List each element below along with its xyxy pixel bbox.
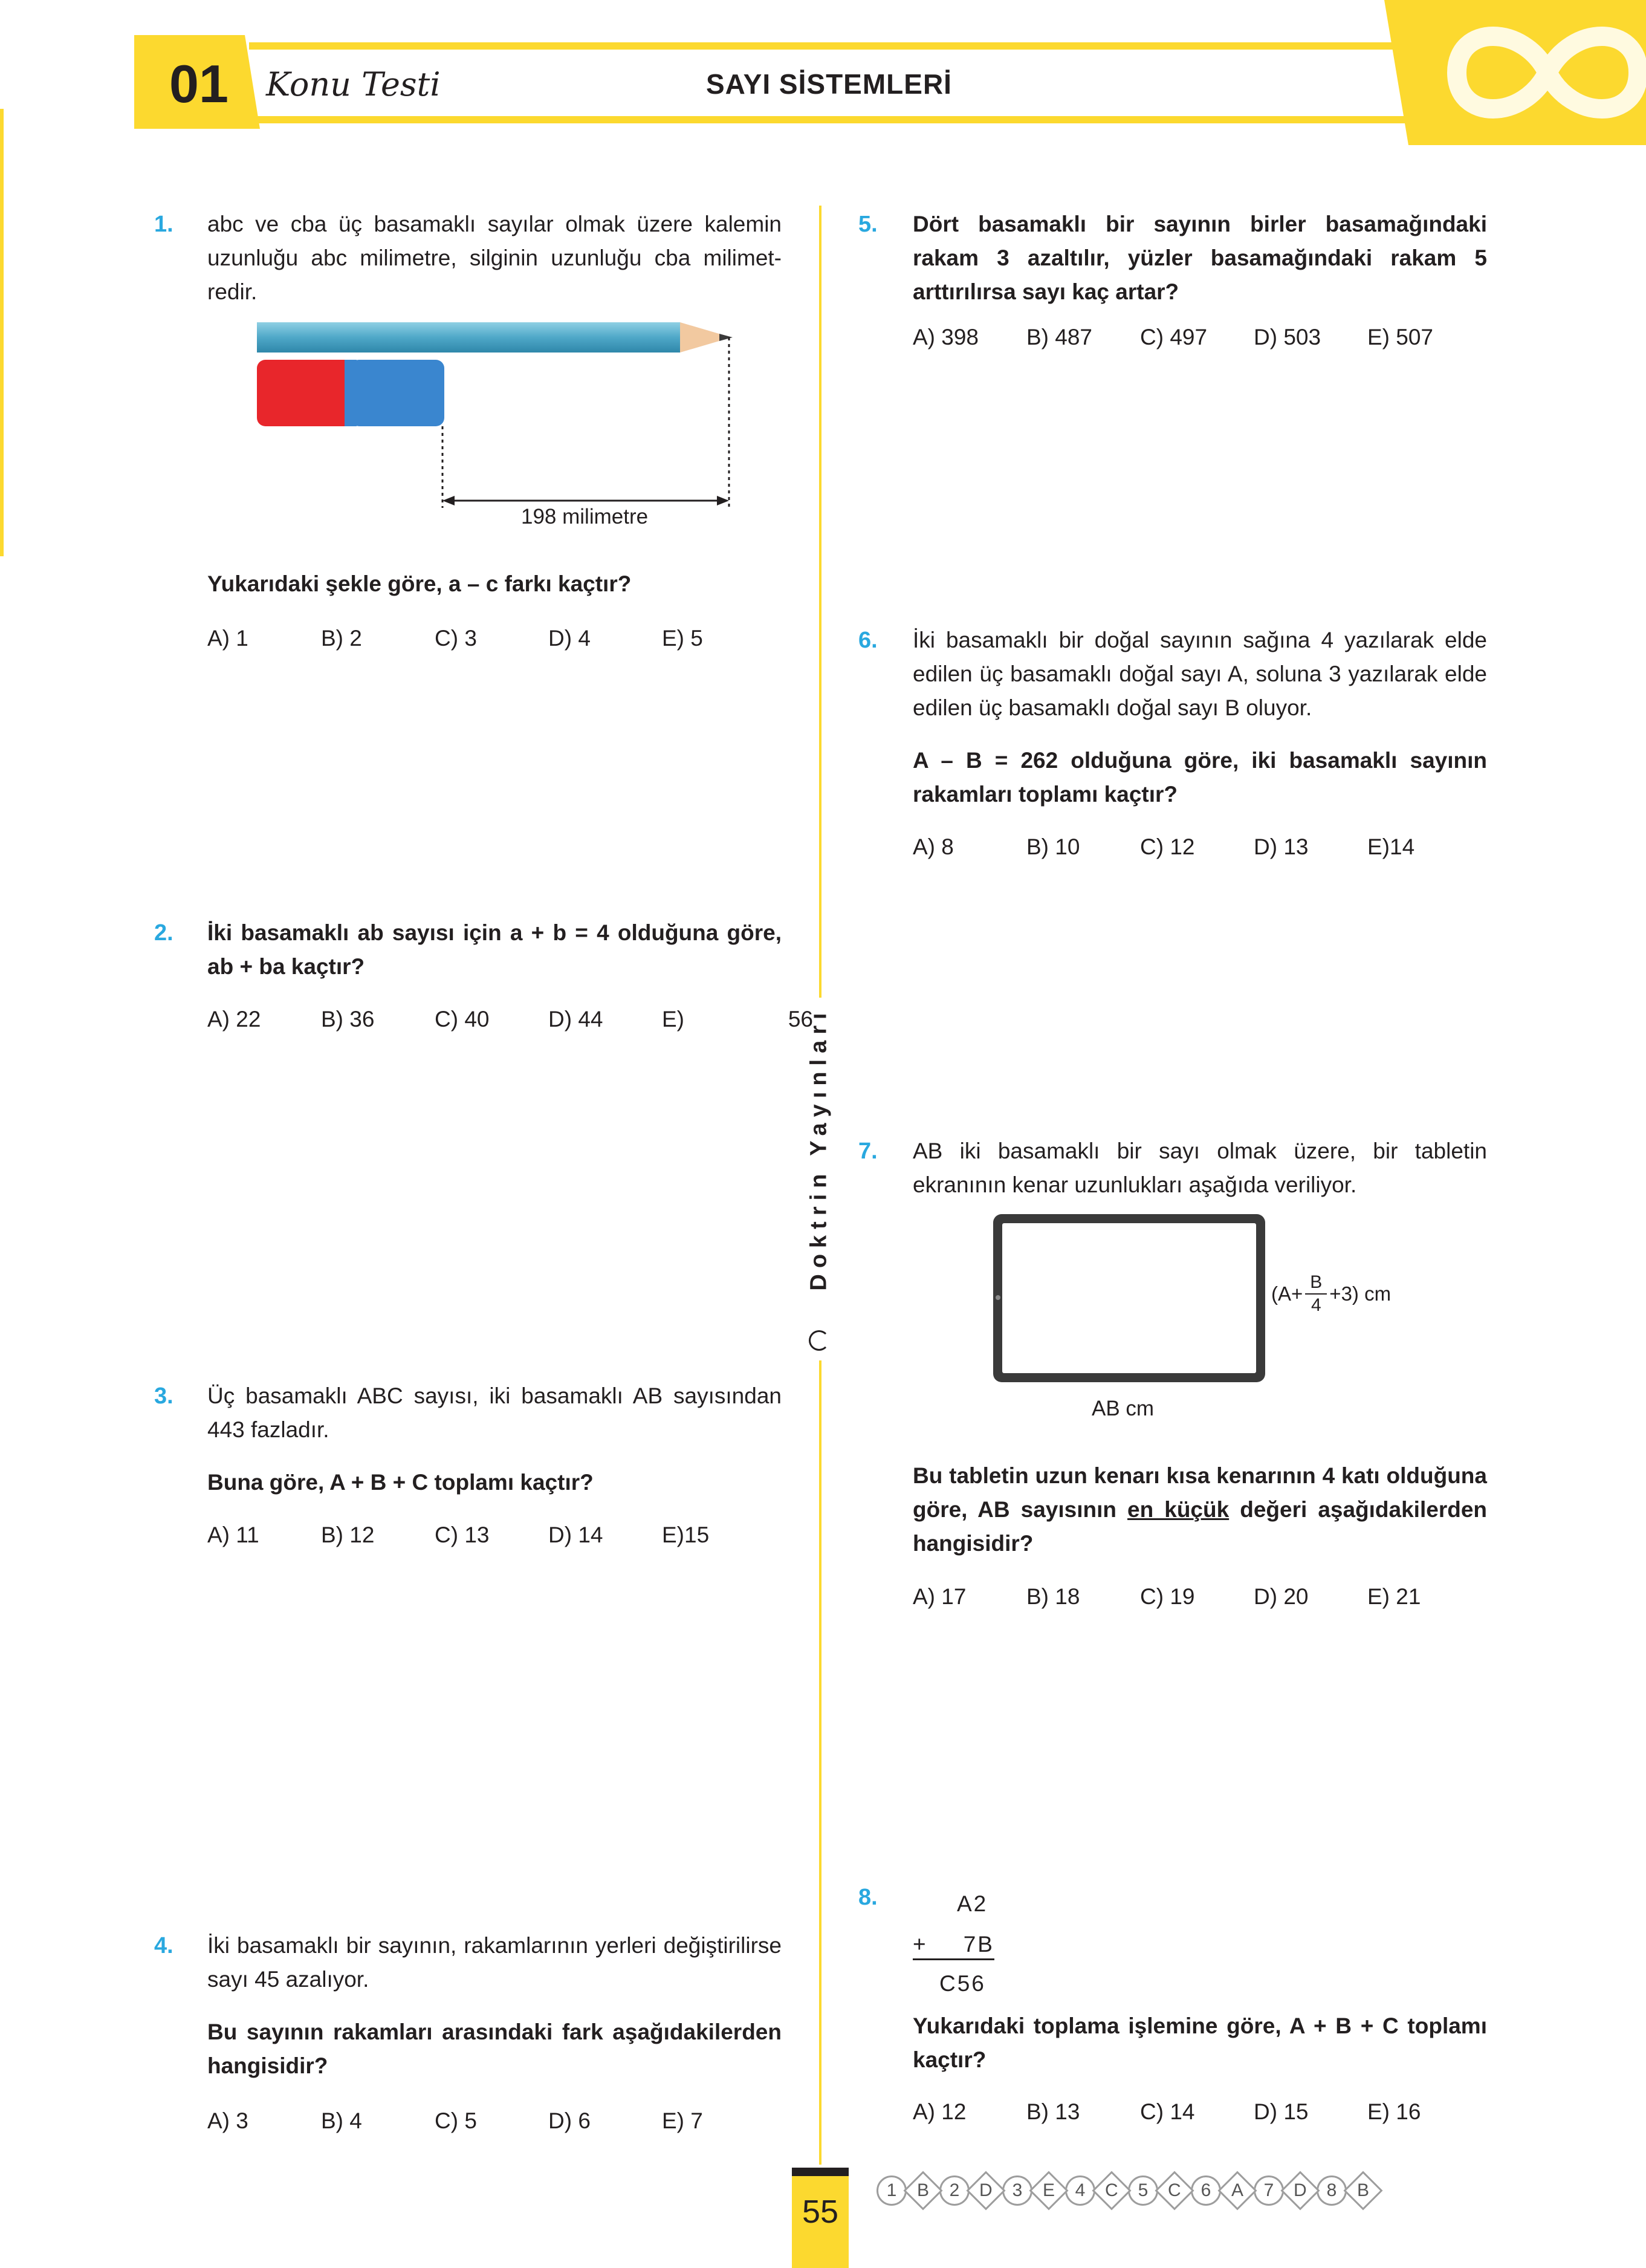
answer-choices [913, 1584, 1481, 1610]
choice-e-value: 56 [788, 1007, 813, 1032]
key-answer: C [1155, 2171, 1194, 2210]
left-edge-stripe [0, 109, 4, 556]
choice-a[interactable]: A) 17 [913, 1584, 967, 1609]
infinity-logo [1384, 0, 1646, 145]
answer-choices [207, 1522, 776, 1548]
choice-c[interactable]: C) 40 [435, 1007, 490, 1032]
choice-d[interactable]: D) 14 [548, 1522, 603, 1547]
choice-c[interactable]: C) 14 [1140, 2099, 1195, 2124]
answer-choices [207, 626, 776, 651]
choice-e[interactable]: E) 507 [1367, 325, 1434, 349]
choice-d[interactable]: D) 4 [548, 626, 591, 651]
key-answer: B [1343, 2171, 1382, 2210]
question-prompt: Bu sayının rakamları arasındaki fark aşağıdakilerden hangisidir? [207, 2019, 782, 2078]
choice-d[interactable]: D) 503 [1254, 325, 1321, 349]
choice-b[interactable]: B) 4 [321, 2108, 362, 2133]
key-number: 5 [1128, 2175, 1158, 2206]
header-line-bottom [249, 116, 1410, 123]
answer-choices [207, 1007, 813, 1032]
choice-a[interactable]: A) 12 [913, 2099, 967, 2124]
question-prompt: Yukarıdaki toplama işlemine göre, A + B + C toplamı kaçtır? [913, 2013, 1487, 2072]
key-number: 3 [1002, 2175, 1032, 2206]
question-number: 5. [858, 212, 878, 237]
page-number: 55 [802, 2194, 839, 2230]
prompt-emphasis: en küçük [1127, 1497, 1230, 1522]
choice-c[interactable]: C) 5 [435, 2108, 477, 2133]
question-number: 1. [154, 212, 173, 237]
question-number: 8. [858, 1885, 878, 1910]
choice-e[interactable]: E)14 [1367, 834, 1415, 859]
answer-choices [913, 325, 1481, 350]
choice-b[interactable]: B) 36 [321, 1007, 375, 1032]
choice-b[interactable]: B) 18 [1026, 1584, 1080, 1609]
key-number: 6 [1191, 2175, 1221, 2206]
column-divider-top [819, 206, 821, 998]
choice-d[interactable]: D) 13 [1254, 834, 1309, 859]
answer-key [876, 2175, 1379, 2206]
fraction-numerator: B [1305, 1272, 1327, 1295]
figure-label: 198 milimetre [521, 505, 649, 528]
choice-a[interactable]: A) 398 [913, 325, 979, 349]
key-answer: B [903, 2171, 942, 2210]
question-number: 4. [154, 1933, 173, 1958]
tablet-side-label [1271, 1272, 1391, 1316]
choice-d[interactable]: D) 20 [1254, 1584, 1309, 1609]
addend-2: 7B [963, 1932, 994, 1957]
choice-b[interactable]: B) 2 [321, 626, 362, 651]
answer-choices [207, 2108, 776, 2134]
question-number: 6. [858, 628, 878, 653]
choice-e[interactable]: E) 7 [662, 2108, 703, 2133]
tablet-screen [1002, 1223, 1256, 1373]
choice-c[interactable]: C) 497 [1140, 325, 1208, 349]
choice-a[interactable]: A) 3 [207, 2108, 248, 2133]
page-number-box [792, 2168, 849, 2268]
prompt-post: değeri aşağıdakilerden hangisidir? [913, 1497, 1487, 1556]
choice-e[interactable]: E) [662, 1007, 684, 1032]
tablet-bottom-label: AB cm [1092, 1397, 1155, 1420]
key-number: 4 [1065, 2175, 1095, 2206]
answer-choices [913, 2099, 1481, 2125]
question-prompt: Buna göre, A + B + C toplamı kaçtır? [207, 1470, 594, 1495]
question-prompt: Dört basamaklı bir sayının birler basamağındaki rakam 3 azaltılır, yüzler basamağındaki rakam 5 arttırılırsa sayı kaç artar? [913, 212, 1487, 304]
key-number: 1 [876, 2175, 907, 2206]
header-number: 01 [169, 54, 228, 114]
key-number: 7 [1254, 2175, 1284, 2206]
plus-sign: + [913, 1932, 928, 1957]
question-text: İki basamaklı bir doğal sayının sağına 4 yazılarak elde edilen üç basamaklı doğal sayı A, soluna 3 yazılarak elde edilen üç basamaklı doğal sayı B oluyor. [913, 628, 1487, 720]
header-line-top [249, 42, 1410, 50]
question-number: 2. [154, 920, 173, 946]
question-text: abc ve cba üç basamaklı sayılar olmak üzere kalemin uzunluğu abc milimetre, silginin uzunluğu cba milimet-redir. [207, 212, 782, 304]
choice-b[interactable]: B) 487 [1026, 325, 1093, 349]
choice-b[interactable]: B) 12 [321, 1522, 375, 1547]
key-answer: C [1092, 2171, 1131, 2210]
question-prompt: A – B = 262 olduğuna göre, iki basamaklı sayının rakamları toplamı kaçtır? [913, 748, 1487, 807]
tablet-figure [993, 1214, 1265, 1382]
pencil-eraser-figure [254, 314, 750, 514]
choice-b[interactable]: B) 10 [1026, 834, 1080, 859]
key-number: 2 [939, 2175, 970, 2206]
key-number: 8 [1317, 2175, 1347, 2206]
page-number-bar [792, 2168, 849, 2176]
choice-b[interactable]: B) 13 [1026, 2099, 1080, 2124]
question-prompt: İki basamaklı ab sayısı için a + b = 4 olduğuna göre, ab + ba kaçtır? [207, 920, 782, 979]
question-number: 7. [858, 1139, 878, 1164]
choice-e[interactable]: E) 5 [662, 626, 703, 651]
choice-d[interactable]: D) 44 [548, 1007, 603, 1032]
question-number: 3. [154, 1383, 173, 1409]
question-text: Üç basamaklı ABC sayısı, iki basamaklı AB sayısından 443 fazladır. [207, 1383, 782, 1442]
key-answer: D [1280, 2171, 1320, 2210]
question-text: İki basamaklı bir sayının, rakamlarının yerleri değiştirilirse sayı 45 azalıyor. [207, 1933, 782, 1992]
key-answer: E [1029, 2171, 1068, 2210]
side-label-pre: (A+ [1271, 1282, 1303, 1305]
choice-c[interactable]: C) 12 [1140, 834, 1195, 859]
choice-c[interactable]: C) 19 [1140, 1584, 1195, 1609]
choice-a[interactable]: A) 22 [207, 1007, 261, 1032]
side-label-post: +3) cm [1329, 1282, 1392, 1305]
choice-c[interactable]: C) 13 [435, 1522, 490, 1547]
choice-a[interactable]: A) 8 [913, 834, 954, 859]
key-answer: D [966, 2171, 1005, 2210]
choice-a[interactable]: A) 1 [207, 626, 248, 651]
addition-line-2 [913, 1932, 994, 1960]
addition-result: C56 [939, 1971, 986, 1996]
key-answer: A [1217, 2171, 1257, 2210]
tablet-camera-icon [996, 1295, 1000, 1300]
prompt-pre: Bu tabletin uzun kenarı kısa kenarının 4 katı olduğuna göre, AB sayısının [913, 1463, 1487, 1522]
choice-d[interactable]: D) 6 [548, 2108, 591, 2133]
answer-choices [913, 834, 1481, 860]
choice-d[interactable]: D) 15 [1254, 2099, 1309, 2124]
publisher-logo-icon [809, 1330, 829, 1351]
side-publisher-label: Doktrin Yayınları [806, 1007, 832, 1291]
question-prompt [913, 1459, 1487, 1561]
page-title: SAYI SİSTEMLERİ [706, 68, 952, 100]
question-text: AB iki basamaklı bir sayı olmak üzere, bir tabletin ekranının kenar uzunlukları aşağıda veriliyor. [913, 1139, 1487, 1197]
column-divider-bottom [819, 1360, 821, 2165]
choice-e[interactable]: E) 21 [1367, 1584, 1421, 1609]
choice-c[interactable]: C) 3 [435, 626, 477, 651]
header-subtitle: Konu Testi [266, 65, 441, 103]
choice-e[interactable]: E) 16 [1367, 2099, 1421, 2124]
question-prompt: Yukarıdaki şekle göre, a – c farkı kaçtır? [207, 571, 632, 596]
addition-line-1: A2 [957, 1891, 988, 1916]
fraction [1305, 1272, 1327, 1316]
choice-a[interactable]: A) 11 [207, 1522, 259, 1547]
fraction-denominator: 4 [1311, 1295, 1321, 1315]
choice-e[interactable]: E)15 [662, 1522, 710, 1547]
